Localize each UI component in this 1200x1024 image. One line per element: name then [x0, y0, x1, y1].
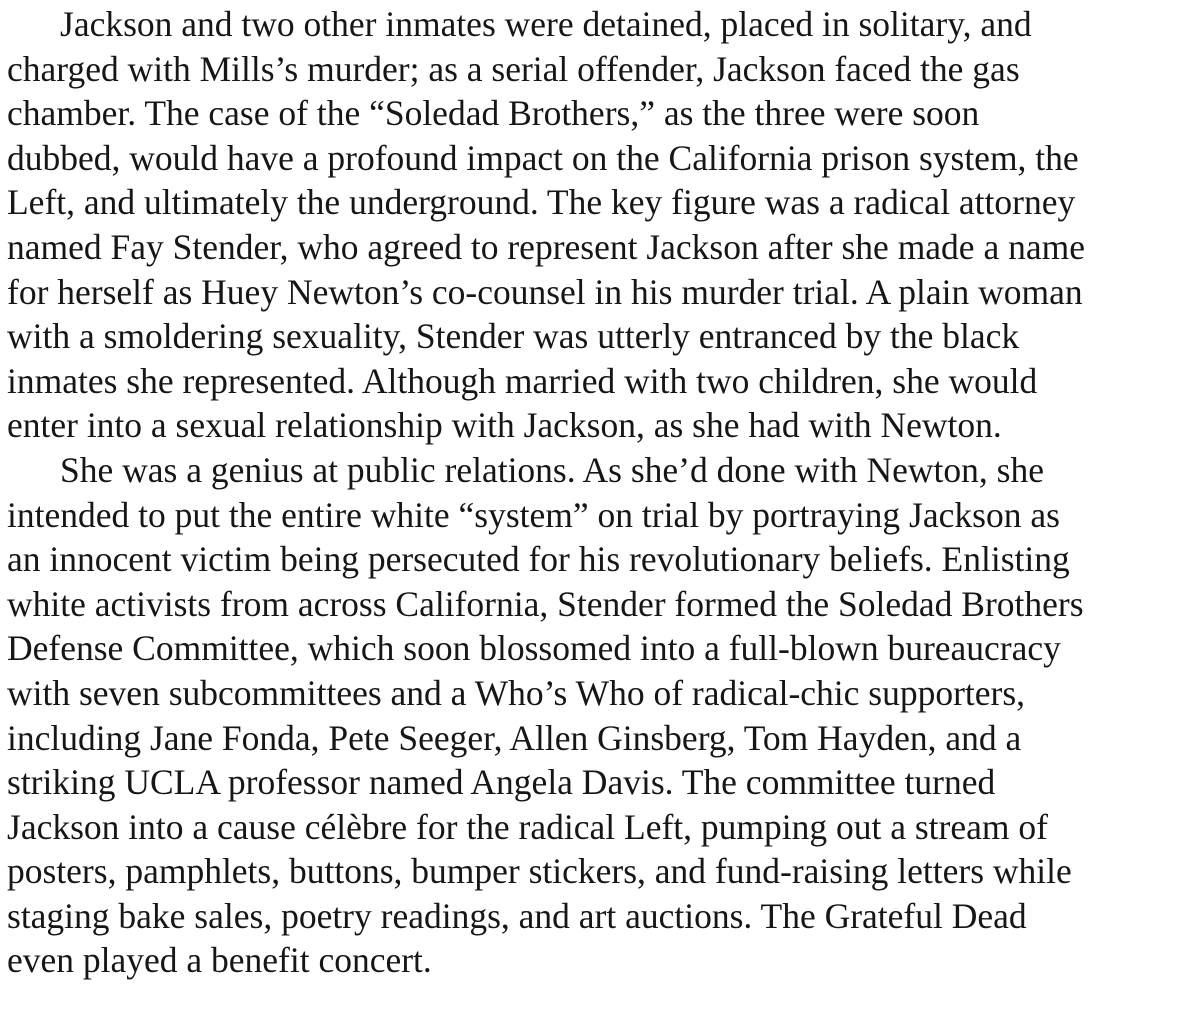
text-line: staging bake sales, poetry readings, and art auctions. The Grateful Dead — [7, 895, 1027, 936]
text-line: including Jane Fonda, Pete Seeger, Allen Ginsberg, Tom Hayden, and a — [7, 717, 1022, 758]
text-line: inmates she represented. Although married with two children, she would — [7, 360, 1038, 401]
text-line: Jackson and two other inmates were detained, placed in solitary, and — [60, 4, 1032, 44]
text-line: charged with Mills’s murder; as a serial offender, Jackson faced the gas — [7, 48, 1020, 89]
text-line: She was a genius at public relations. As she’d done with Newton, she — [60, 449, 1044, 490]
text-line: striking UCLA professor named Angela Davis. The committee turned — [7, 762, 996, 803]
text-line: chamber. The case of the “Soledad Brothers,” as the three were soon — [7, 93, 980, 134]
text-line: Jackson into a cause célèbre for the radical Left, pumping out a stream of — [7, 806, 1048, 847]
text-line: Defense Committee, which soon blossomed into a full-blown bureaucracy — [7, 628, 1061, 669]
book-page-text — [7, 2, 1193, 983]
paragraph-2 — [7, 448, 1193, 983]
text-line: named Fay Stender, who agreed to represent Jackson after she made a name — [7, 226, 1085, 267]
text-line: with seven subcommittees and a Who’s Who of radical-chic supporters, — [7, 672, 1026, 713]
text-line: posters, pamphlets, buttons, bumper stickers, and fund-raising letters while — [7, 851, 1072, 892]
text-line: Left, and ultimately the underground. The key figure was a radical attorney — [7, 182, 1076, 223]
paragraph-1 — [7, 2, 1193, 448]
text-line: white activists from across California, Stender formed the Soledad Brothers — [7, 583, 1084, 624]
text-line: with a smoldering sexuality, Stender was utterly entranced by the black — [7, 316, 1020, 357]
text-line: for herself as Huey Newton’s co-counsel in his murder trial. A plain woman — [7, 271, 1083, 312]
text-line: an innocent victim being persecuted for his revolutionary beliefs. Enlisting — [7, 539, 1070, 580]
text-line: even played a benefit concert. — [7, 940, 432, 981]
text-line: dubbed, would have a profound impact on the California prison system, the — [7, 137, 1079, 178]
text-line: intended to put the entire white “system” on trial by portraying Jackson as — [7, 494, 1060, 535]
text-line: enter into a sexual relationship with Jackson, as she had with Newton. — [7, 405, 1002, 446]
